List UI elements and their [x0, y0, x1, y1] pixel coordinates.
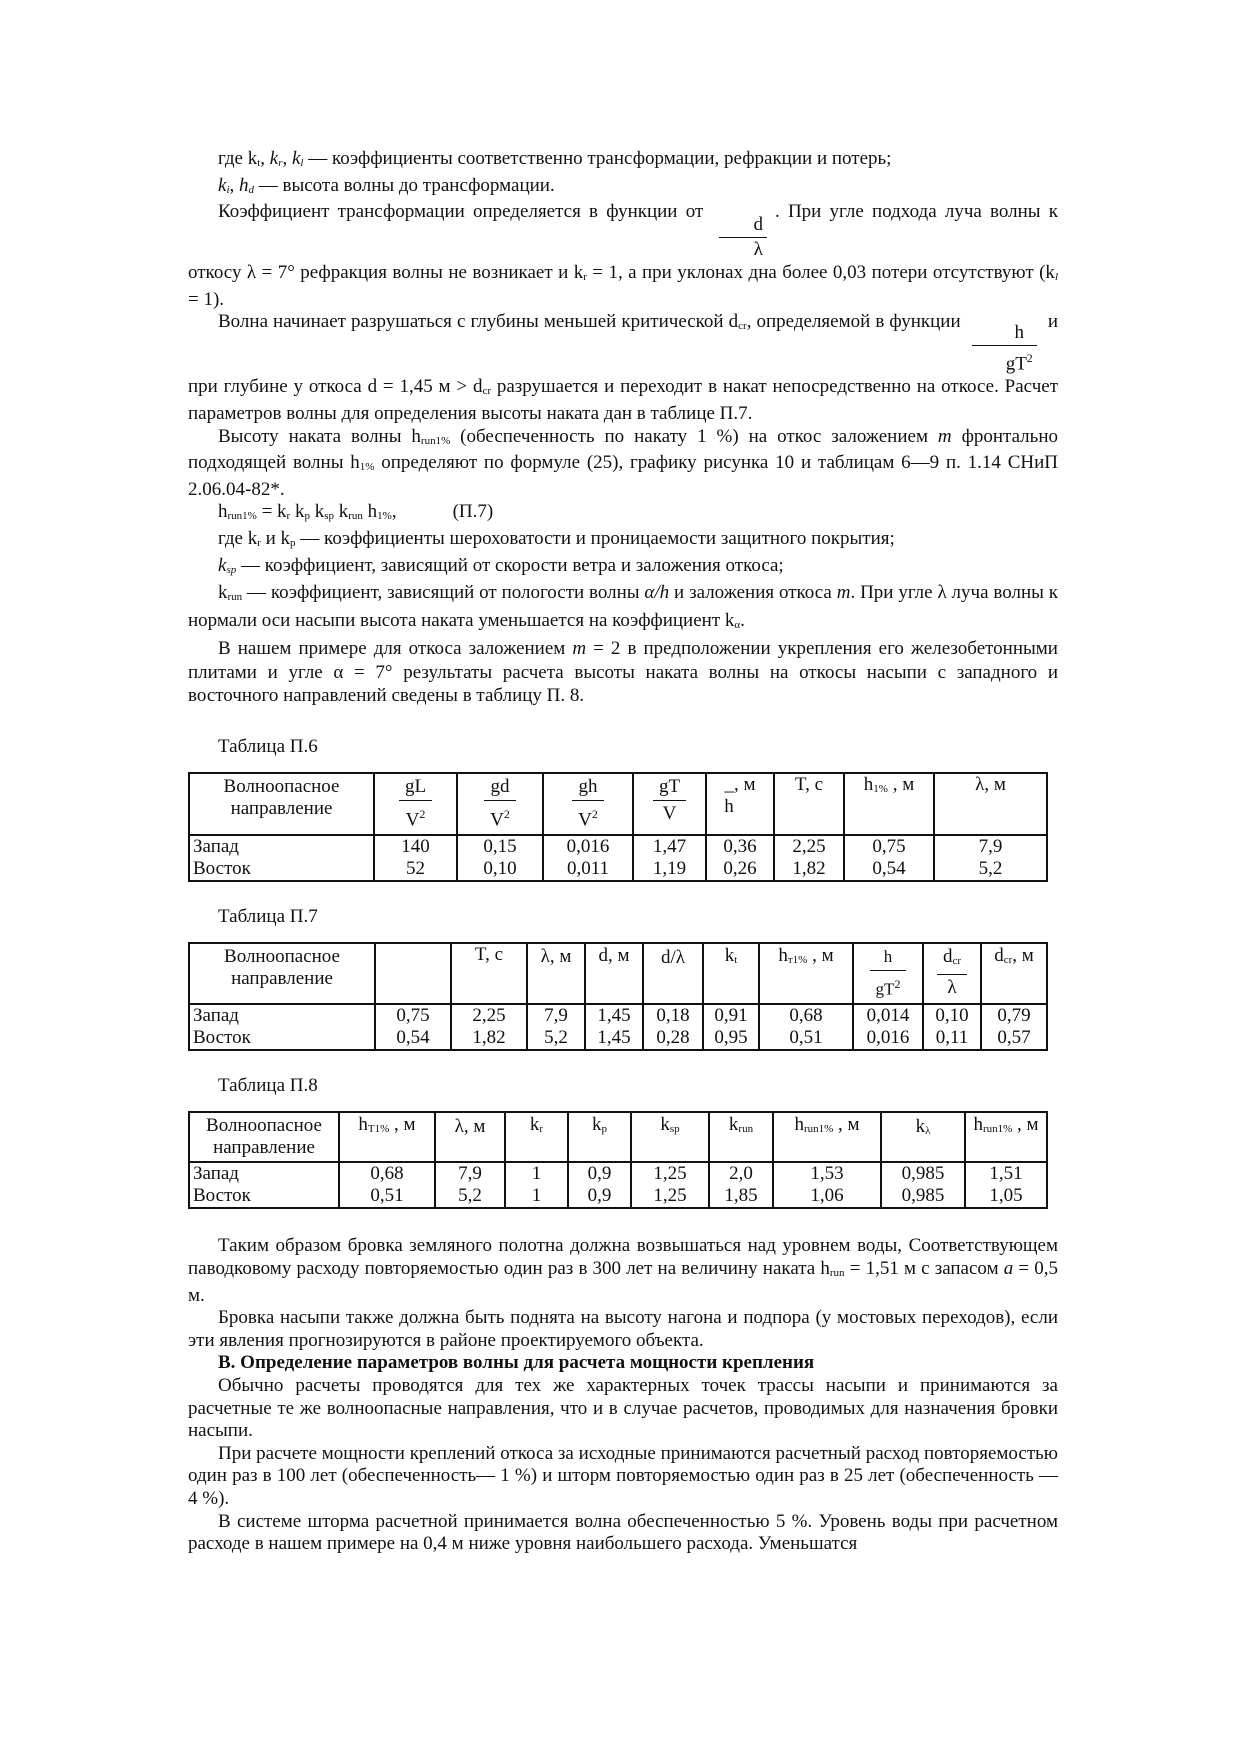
paragraph-example: В нашем примере для откоса заложением m = 2 в предположении укрепления его железобетонными плитами и угле α = 7° результаты расчета высоты наката волны на откосы насыпи с западного и восточного направлений сведены в таблицу П. 8.	[188, 638, 1058, 707]
table7-header-ht: $h_{т1\%}$ , м	[759, 943, 853, 1004]
document-page	[188, 148, 1058, 1556]
table-row: Запад 0,68 7,9 1 0,9 1,25 2,0 1,53 0,985 1,51	[189, 1162, 1047, 1185]
table7-header-blank	[375, 943, 451, 1004]
paragraph-breaking: Волна начинает разрушаться с глубины меньшей критической $d_{cr}$, определяемой в функции $\frac{h}{gT^2}$ и при глубине у откоса d = 1,45 $м > d_{cr}$ разрушается и переходит в накат непосредственно на откосе. Расчет параметров волны для определения высоты наката дан в таблице П.7.	[188, 311, 1059, 424]
table8-header-kr: $k_r$	[505, 1112, 568, 1162]
table7-header-d: d, м	[585, 943, 643, 1004]
paragraph-transformation: Коэффициент трансформации определяется в функции от $\frac{d}{\lambda}$ . При угле подхода луча волны к откосу λ = 7° рефракция волны не возникает и $k_r = 1$, а при уклонах дна более 0,03 потери отсутствуют $(k_l = 1)$.	[188, 201, 1058, 310]
table-row: Восток 0,51 5,2 1 0,9 1,25 1,85 1,06 0,985 1,05	[189, 1185, 1047, 1208]
paragraph-storm: В системе шторма расчетной принимается волна обеспеченностью 5 %. Уровень воды при расчетном расходе в нашем примере на 0,4 м ниже уровня наибольшего расхода. Уменьшатся	[188, 1510, 1058, 1555]
table-row: Восток 0,54 1,82 5,2 1,45 0,28 0,95 0,51 0,016 0,11 0,57	[189, 1027, 1047, 1050]
table8-header-krun: $k_{run}$	[709, 1112, 773, 1162]
table8-header-lambda: λ, м	[435, 1112, 505, 1162]
paragraph-kr-kp: где $k_r$ и $k_p$ — коэффициенты шероховатости и проницаемости защитного покрытия;	[218, 527, 895, 549]
table-p7	[188, 942, 1048, 1051]
table6-header-gh-v2: $\frac{gh}{V^2}$	[543, 773, 633, 834]
table6-header-lambda: λ, м	[934, 773, 1047, 834]
paragraph-calculations: Обычно расчеты проводятся для тех же характерных точек трассы насыпи и принимаются за расчетные те же волноопасные направления, что и в случае расчетов, проводимых для назначения бровки насыпи.	[188, 1374, 1058, 1442]
table6-header-gl-v2: $\frac{gL}{V^2}$	[374, 773, 457, 834]
table6-header-t: T, c	[774, 773, 844, 834]
fraction-d-lambda: $\frac{d}{\lambda}$	[719, 213, 767, 262]
table7-header-d-lambda: d/λ	[643, 943, 703, 1004]
table8-header-ht: $h_{T1\%}$ , м	[339, 1112, 435, 1162]
paragraph-conclusion: Таким образом бровка земляного полотна должна возвышаться над уровнем воды, Соответствующем паводковому расходу повторяемостью один раз в 300 лет на величину наката $h_{run} = 1,51$ м с запасом a = 0,5 м.	[188, 1235, 1058, 1306]
table8-caption: Таблица П.8	[218, 1074, 318, 1096]
table8-header-kp: $k_p$	[568, 1112, 631, 1162]
table-row: Восток 52 0,10 0,011 1,19 0,26 1,82 0,54 5,2	[189, 858, 1047, 881]
table6-header-gt-v: $\frac{gT}{V}$	[633, 773, 706, 834]
table-p6	[188, 772, 1048, 881]
paragraph-coefficients: где $k_t$, $k_r$, $k_l$ — коэффициенты соответственно трансформации, рефракции и потерь;	[218, 148, 892, 169]
section-heading: В. Определение параметров волны для расчета мощности крепления	[218, 1352, 815, 1374]
paragraph-wave-height: $k_i$, $h_d$ — высота волны до трансформации.	[218, 174, 555, 196]
table8-header-hrun: $h_{run1\%}$ , м	[773, 1112, 881, 1162]
table7-header-dcr-lambda: $d_{cr}$ λ	[923, 943, 981, 1004]
fraction-h-gT2: $\frac{h}{gT^2}$	[972, 321, 1037, 376]
table8-header-direction: Волноопасное направление	[189, 1112, 339, 1162]
table7-header-kt: $k_t$	[703, 943, 759, 1004]
table7-header-h-gt2: $\frac{h}{gT^2}$	[853, 943, 923, 1004]
table7-header-lambda: λ, м	[527, 943, 585, 1004]
table-row: Запад 140 0,15 0,016 1,47 0,36 2,25 0,75 7,9	[189, 835, 1047, 858]
paragraph-embankment: Бровка насыпи также должна быть поднята на высоту нагона и подпора (у мостовых переходов), если эти явления прогнозируются в районе проектируемого объекта.	[188, 1307, 1058, 1351]
paragraph-ksp: $k_{sp}$ — коэффициент, зависящий от скорости ветра и заложения откоса;	[218, 554, 784, 576]
table7-header-t: T, c	[451, 943, 527, 1004]
paragraph-runup: Высоту наката волны $h_{run1\%}$ (обеспеченность по накату 1 %) на откос заложением m фронтально подходящей волны $h_{1\%}$ определяют по формуле (25), графику рисунка 10 и таблицам 6—9 п. 1.14 СНиП 2.06.04-82*.	[188, 425, 1058, 500]
paragraph-strength: При расчете мощности креплений откоса за исходные принимаются расчетный расход повторяемостью один раз в 100 лет (обеспеченность— 1 %) и шторм повторяемостью один раз в 25 лет (обеспеченность — 4 %).	[188, 1442, 1058, 1509]
table-p8	[188, 1111, 1048, 1209]
formula-p7: $h_{run1\%} = k_r$ $k_p$ $k_{sp}$ $k_{run}$ $h_{1\%}$, (П.7)	[218, 501, 494, 523]
table7-header-dcr: $d_{cr}$, м	[981, 943, 1047, 1004]
table8-header-ksp: $k_{sp}$	[631, 1112, 709, 1162]
table8-header-hrun-result: $h_{run1\%}$ , м	[965, 1112, 1047, 1162]
table-row: Запад 0,75 2,25 7,9 1,45 0,18 0,91 0,68 0,014 0,10 0,79	[189, 1004, 1047, 1027]
table7-header-direction: Волноопасное направление	[189, 943, 375, 1004]
table6-header-h1: $h_{1\%}$ , м	[844, 773, 934, 834]
table7-caption: Таблица П.7	[218, 905, 318, 927]
paragraph-krun: $k_{run}$ — коэффициент, зависящий от пологости волны α/h и заложения откоса m. При угле λ луча волны к нормали оси насыпи высота наката уменьшается на коэффициент $k_\alpha$.	[188, 582, 1058, 632]
table8-header-klambda: $k_\lambda$	[881, 1112, 965, 1162]
table6-header-gd-v2: $\frac{gd}{V^2}$	[457, 773, 543, 834]
table6-header-direction: Волноопасное направление	[189, 773, 374, 834]
table6-header-hbar: _, м h	[706, 773, 774, 834]
table6-caption: Таблица П.6	[218, 735, 318, 757]
